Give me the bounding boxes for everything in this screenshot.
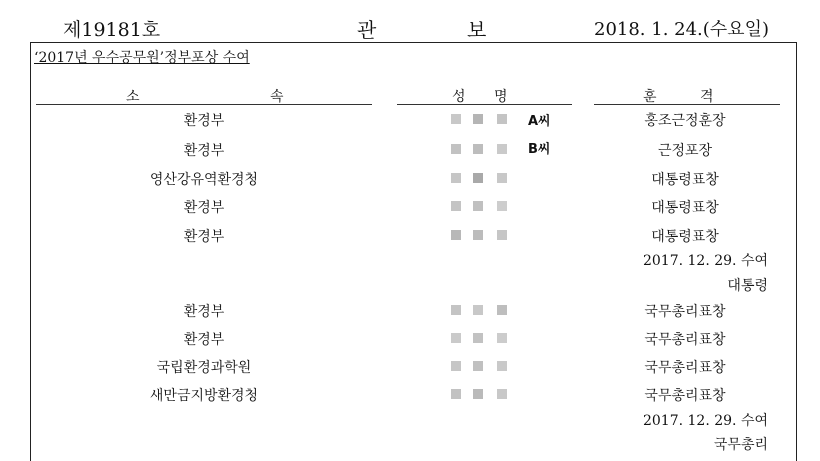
row-2-award: 근정포장 <box>657 143 713 159</box>
row-4-org: 환경부 <box>183 200 225 216</box>
row-1-name-redacted <box>447 111 517 127</box>
gazette-title-char-2: 보 <box>467 18 487 42</box>
gazette-header <box>0 0 820 44</box>
header-divider <box>30 42 797 43</box>
row-2-org: 환경부 <box>183 143 225 159</box>
row-9-award: 국무총리표창 <box>644 388 726 404</box>
row-6-award: 국무총리표창 <box>644 304 726 320</box>
issue-date: 2018. 1. 24.(수요일) <box>594 19 769 40</box>
col-name-char-2: 명 <box>494 89 508 105</box>
org-column-rule <box>36 104 372 105</box>
row-6-org: 환경부 <box>183 304 225 320</box>
col-award-char-1: 훈 <box>643 89 657 105</box>
note-2-date: 2017. 12. 29. 수여 <box>642 413 768 429</box>
row-5-award: 대통령표창 <box>651 229 719 245</box>
row-1-award: 홍조근정훈장 <box>644 113 726 129</box>
row-5-name-redacted <box>447 227 517 243</box>
note-1-awarder: 대통령 <box>727 278 768 294</box>
row-8-org: 국립환경과학원 <box>156 360 252 376</box>
row-6-name-redacted <box>447 302 517 318</box>
row-3-name-redacted <box>447 170 517 186</box>
row-2-name-label: B씨 <box>528 142 551 157</box>
row-7-org: 환경부 <box>183 332 225 348</box>
row-1-name-label: A씨 <box>528 114 551 129</box>
row-3-org: 영산강유역환경청 <box>149 172 259 188</box>
frame-right-border <box>796 42 797 461</box>
row-4-name-redacted <box>447 198 517 214</box>
row-3-award: 대통령표창 <box>651 172 719 188</box>
row-1-org: 환경부 <box>183 113 225 129</box>
col-name-char-1: 성 <box>452 89 466 105</box>
row-8-name-redacted <box>447 358 517 374</box>
name-column-rule <box>397 104 572 105</box>
frame-left-border <box>30 42 31 461</box>
row-5-org: 환경부 <box>183 229 225 245</box>
col-org-char-2: 속 <box>270 89 284 105</box>
col-award-char-2: 격 <box>700 89 714 105</box>
row-8-award: 국무총리표창 <box>644 360 726 376</box>
col-org-char-1: 소 <box>126 89 140 105</box>
row-7-name-redacted <box>447 330 517 346</box>
gazette-title-char-1: 관 <box>357 18 377 42</box>
row-9-name-redacted <box>447 386 517 402</box>
section-title: ‘2017년 우수공무원’정부포상 수여 <box>34 50 250 66</box>
award-column-rule <box>594 104 780 105</box>
note-1-date: 2017. 12. 29. 수여 <box>642 253 768 269</box>
note-2-awarder: 국무총리 <box>713 437 768 453</box>
row-7-award: 국무총리표창 <box>644 332 726 348</box>
row-9-org: 새만금지방환경청 <box>149 388 259 404</box>
row-4-award: 대통령표창 <box>651 200 719 216</box>
row-2-name-redacted <box>447 141 517 157</box>
issue-number: 제19181호 <box>63 19 161 41</box>
